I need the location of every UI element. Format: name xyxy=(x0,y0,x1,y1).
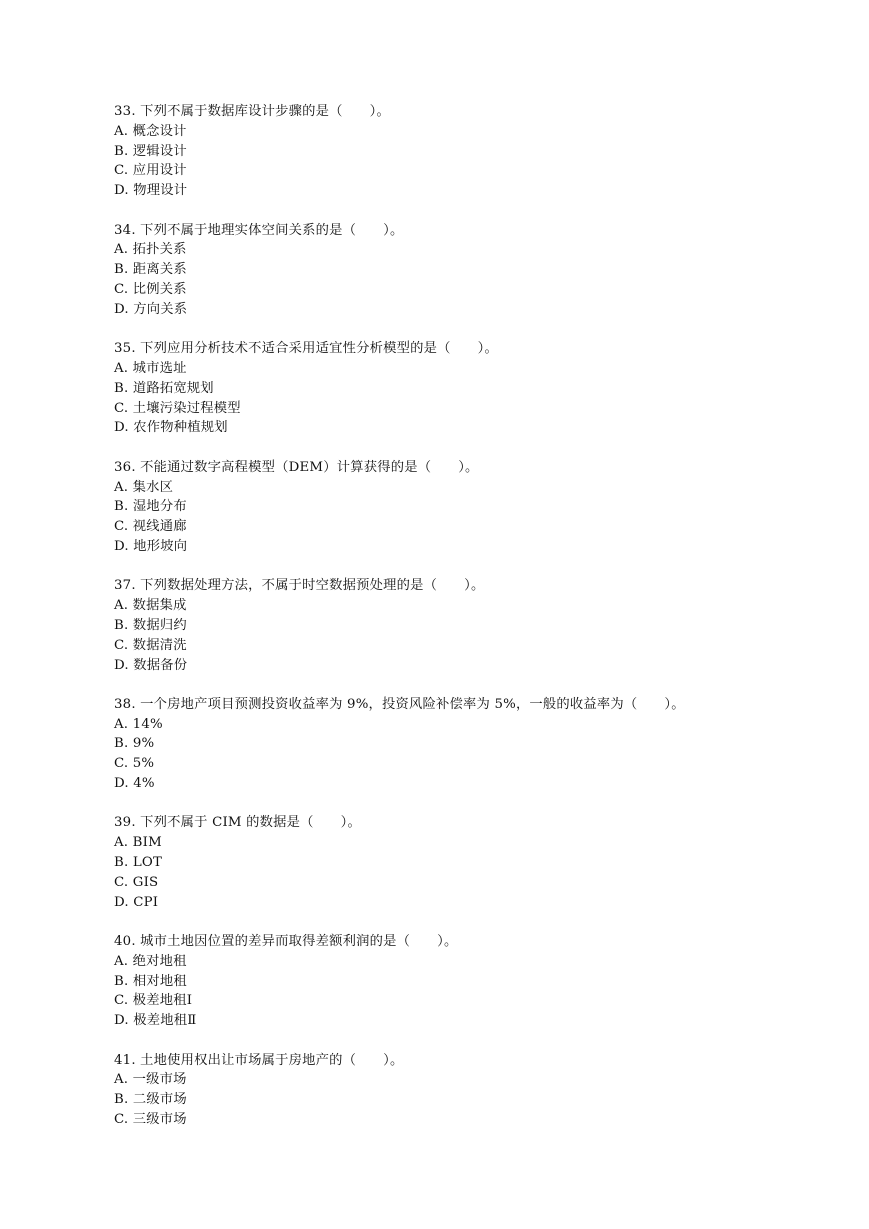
question-stem: 41. 土地使用权出让市场属于房地产的（ ）。 xyxy=(114,1052,404,1068)
option-b: B. 9% xyxy=(114,736,155,752)
option-c: C. GIS xyxy=(114,874,159,890)
option-a: A. 14% xyxy=(114,716,163,732)
option-d: D. 方向关系 xyxy=(114,301,188,317)
question-34 xyxy=(114,221,834,320)
question-41 xyxy=(114,1051,834,1130)
option-b: B. 距离关系 xyxy=(114,262,187,278)
option-c: C. 三级市场 xyxy=(114,1112,187,1128)
option-d: D. 农作物种植规划 xyxy=(114,420,228,436)
question-38 xyxy=(114,695,834,794)
option-c: C. 比例关系 xyxy=(114,281,187,297)
option-b: B. 逻辑设计 xyxy=(114,143,187,159)
question-40 xyxy=(114,932,834,1031)
question-stem: 35. 下列应用分析技术不适合采用适宜性分析模型的是（ ）。 xyxy=(114,341,498,357)
option-c: C. 土壤污染过程模型 xyxy=(114,400,241,416)
option-a: A. 一级市场 xyxy=(114,1072,187,1088)
question-stem: 40. 城市土地因位置的差异而取得差额利润的是（ ）。 xyxy=(114,934,458,950)
option-a: A. 城市选址 xyxy=(114,360,187,376)
question-39 xyxy=(114,813,834,912)
option-a: A. 集水区 xyxy=(114,479,174,495)
option-d: D. 地形坡向 xyxy=(114,538,188,554)
question-stem: 36. 不能通过数字高程模型（DEM）计算获得的是（ ）。 xyxy=(114,459,479,475)
option-a: A. 概念设计 xyxy=(114,123,187,139)
option-c: C. 极差地租Ⅰ xyxy=(114,993,193,1009)
question-stem: 38. 一个房地产项目预测投资收益率为 9%，投资风险补偿率为 5%，一般的收益率为（ ）。 xyxy=(114,696,685,712)
question-36 xyxy=(114,458,834,557)
option-a: A. BIM xyxy=(114,835,162,851)
option-b: B. 湿地分布 xyxy=(114,499,187,515)
option-a: A. 绝对地租 xyxy=(114,953,187,969)
option-d: D. 物理设计 xyxy=(114,183,188,199)
question-stem: 37. 下列数据处理方法，不属于时空数据预处理的是（ ）。 xyxy=(114,578,485,594)
option-c: C. 5% xyxy=(114,756,155,772)
option-c: C. 视线通廊 xyxy=(114,519,187,535)
option-d: D. 数据备份 xyxy=(114,657,188,673)
option-c: C. 应用设计 xyxy=(114,163,187,179)
question-list xyxy=(114,102,834,1149)
option-b: B. LOT xyxy=(114,855,163,871)
question-stem: 33. 下列不属于数据库设计步骤的是（ ）。 xyxy=(114,104,390,119)
option-a: A. 拓扑关系 xyxy=(114,242,187,258)
question-33 xyxy=(114,102,834,201)
option-a: A. 数据集成 xyxy=(114,598,187,614)
option-d: D. 极差地租Ⅱ xyxy=(114,1013,197,1029)
option-b: B. 二级市场 xyxy=(114,1092,187,1108)
option-b: B. 数据归约 xyxy=(114,617,187,633)
option-c: C. 数据清洗 xyxy=(114,637,187,653)
option-b: B. 相对地租 xyxy=(114,973,187,989)
option-d: D. 4% xyxy=(114,776,155,792)
option-d: D. CPI xyxy=(114,894,159,910)
question-35 xyxy=(114,339,834,438)
question-stem: 39. 下列不属于 CIM 的数据是（ ）。 xyxy=(114,815,361,831)
option-b: B. 道路拓宽规划 xyxy=(114,380,214,396)
question-stem: 34. 下列不属于地理实体空间关系的是（ ）。 xyxy=(114,222,404,238)
question-37 xyxy=(114,576,834,675)
